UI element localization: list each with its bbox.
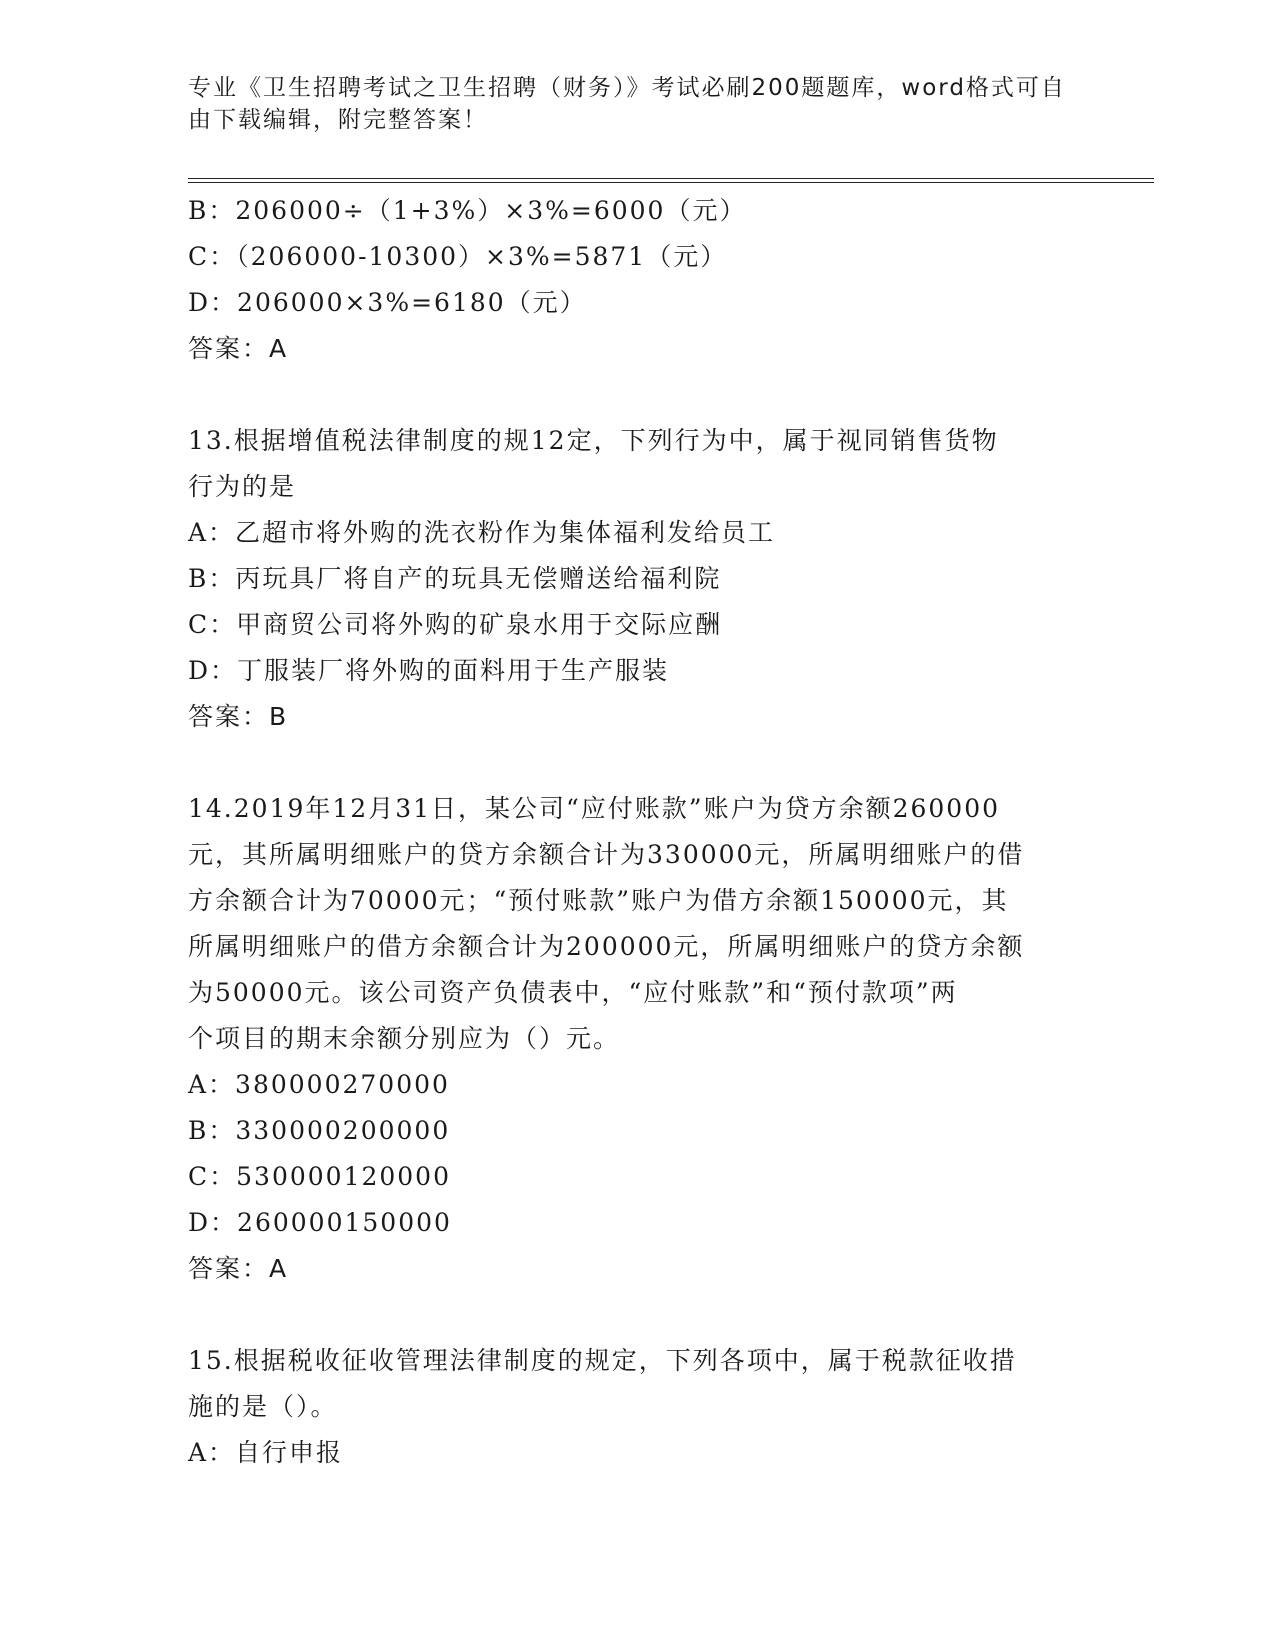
- question-13-option-c: C：甲商贸公司将外购的矿泉水用于交际应酬: [188, 610, 723, 639]
- question-15-text-line-2: 施的是（）。: [188, 1392, 338, 1421]
- question-12-option-d: D：206000×3%=6180（元）: [188, 288, 587, 317]
- question-12-option-c: C：（206000-10300）×3%=5871（元）: [188, 242, 728, 271]
- question-14-option-c: C：530000120000: [188, 1162, 451, 1191]
- question-14-option-b: B：330000200000: [188, 1116, 451, 1145]
- question-15-option-a: A：自行申报: [188, 1438, 344, 1467]
- spacer: [188, 372, 1088, 418]
- question-14-text-line-6: 个项目的期末余额分别应为（）元。: [188, 1024, 621, 1053]
- spacer: [188, 740, 1088, 786]
- question-13-option-b: B：丙玩具厂将自产的玩具无偿赠送给福利院: [188, 564, 722, 593]
- question-13-text-line-2: 行为的是: [188, 472, 297, 501]
- question-13-block: [188, 418, 1088, 740]
- question-12-option-b: B：206000÷（1+3%）×3%=6000（元）: [188, 196, 747, 225]
- question-13-option-d: D：丁服装厂将外购的面料用于生产服装: [188, 656, 670, 685]
- question-14-answer: 答案：A: [188, 1254, 289, 1283]
- document-body: [188, 188, 1088, 1476]
- question-14-text-line-2: 元，其所属明细账户的贷方余额合计为330000元，所属明细账户的借: [188, 840, 1025, 869]
- question-15-block: [188, 1338, 1088, 1476]
- question-13-option-a: A：乙超市将外购的洗衣粉作为集体福利发给员工: [188, 518, 776, 547]
- question-14-block: [188, 786, 1088, 1292]
- question-14-text-line-3: 方余额合计为70000元；“预付账款”账户为借方余额150000元，其: [188, 886, 1009, 915]
- question-12-answer: 答案：A: [188, 334, 289, 363]
- spacer: [188, 1292, 1088, 1338]
- question-14-text-line-4: 所属明细账户的借方余额合计为200000元，所属明细账户的贷方余额: [188, 932, 1025, 961]
- question-13-answer: 答案：B: [188, 702, 289, 731]
- question-14-option-a: A：380000270000: [188, 1070, 450, 1099]
- header-line-2: 由下载编辑，附完整答案！: [188, 107, 488, 133]
- question-14-text-line-5: 为50000元。该公司资产负债表中，“应付账款”和“预付款项”两: [188, 978, 958, 1007]
- question-13-text-line-1: 13.根据增值税法律制度的规12定，下列行为中，属于视同销售货物: [188, 426, 999, 455]
- question-14-option-d: D：260000150000: [188, 1208, 452, 1237]
- question-15-text-line-1: 15.根据税收征收管理法律制度的规定，下列各项中，属于税款征收措: [188, 1346, 1017, 1375]
- document-header: [188, 72, 1068, 136]
- question-14-text-line-1: 14.2019年12月31日，某公司“应付账款”账户为贷方余额260000: [188, 794, 1001, 823]
- header-line-1: 专业《卫生招聘考试之卫生招聘（财务）》考试必刷200题题库，word格式可自: [188, 75, 1066, 101]
- question-12-block: [188, 188, 1088, 372]
- header-divider: [188, 178, 1154, 183]
